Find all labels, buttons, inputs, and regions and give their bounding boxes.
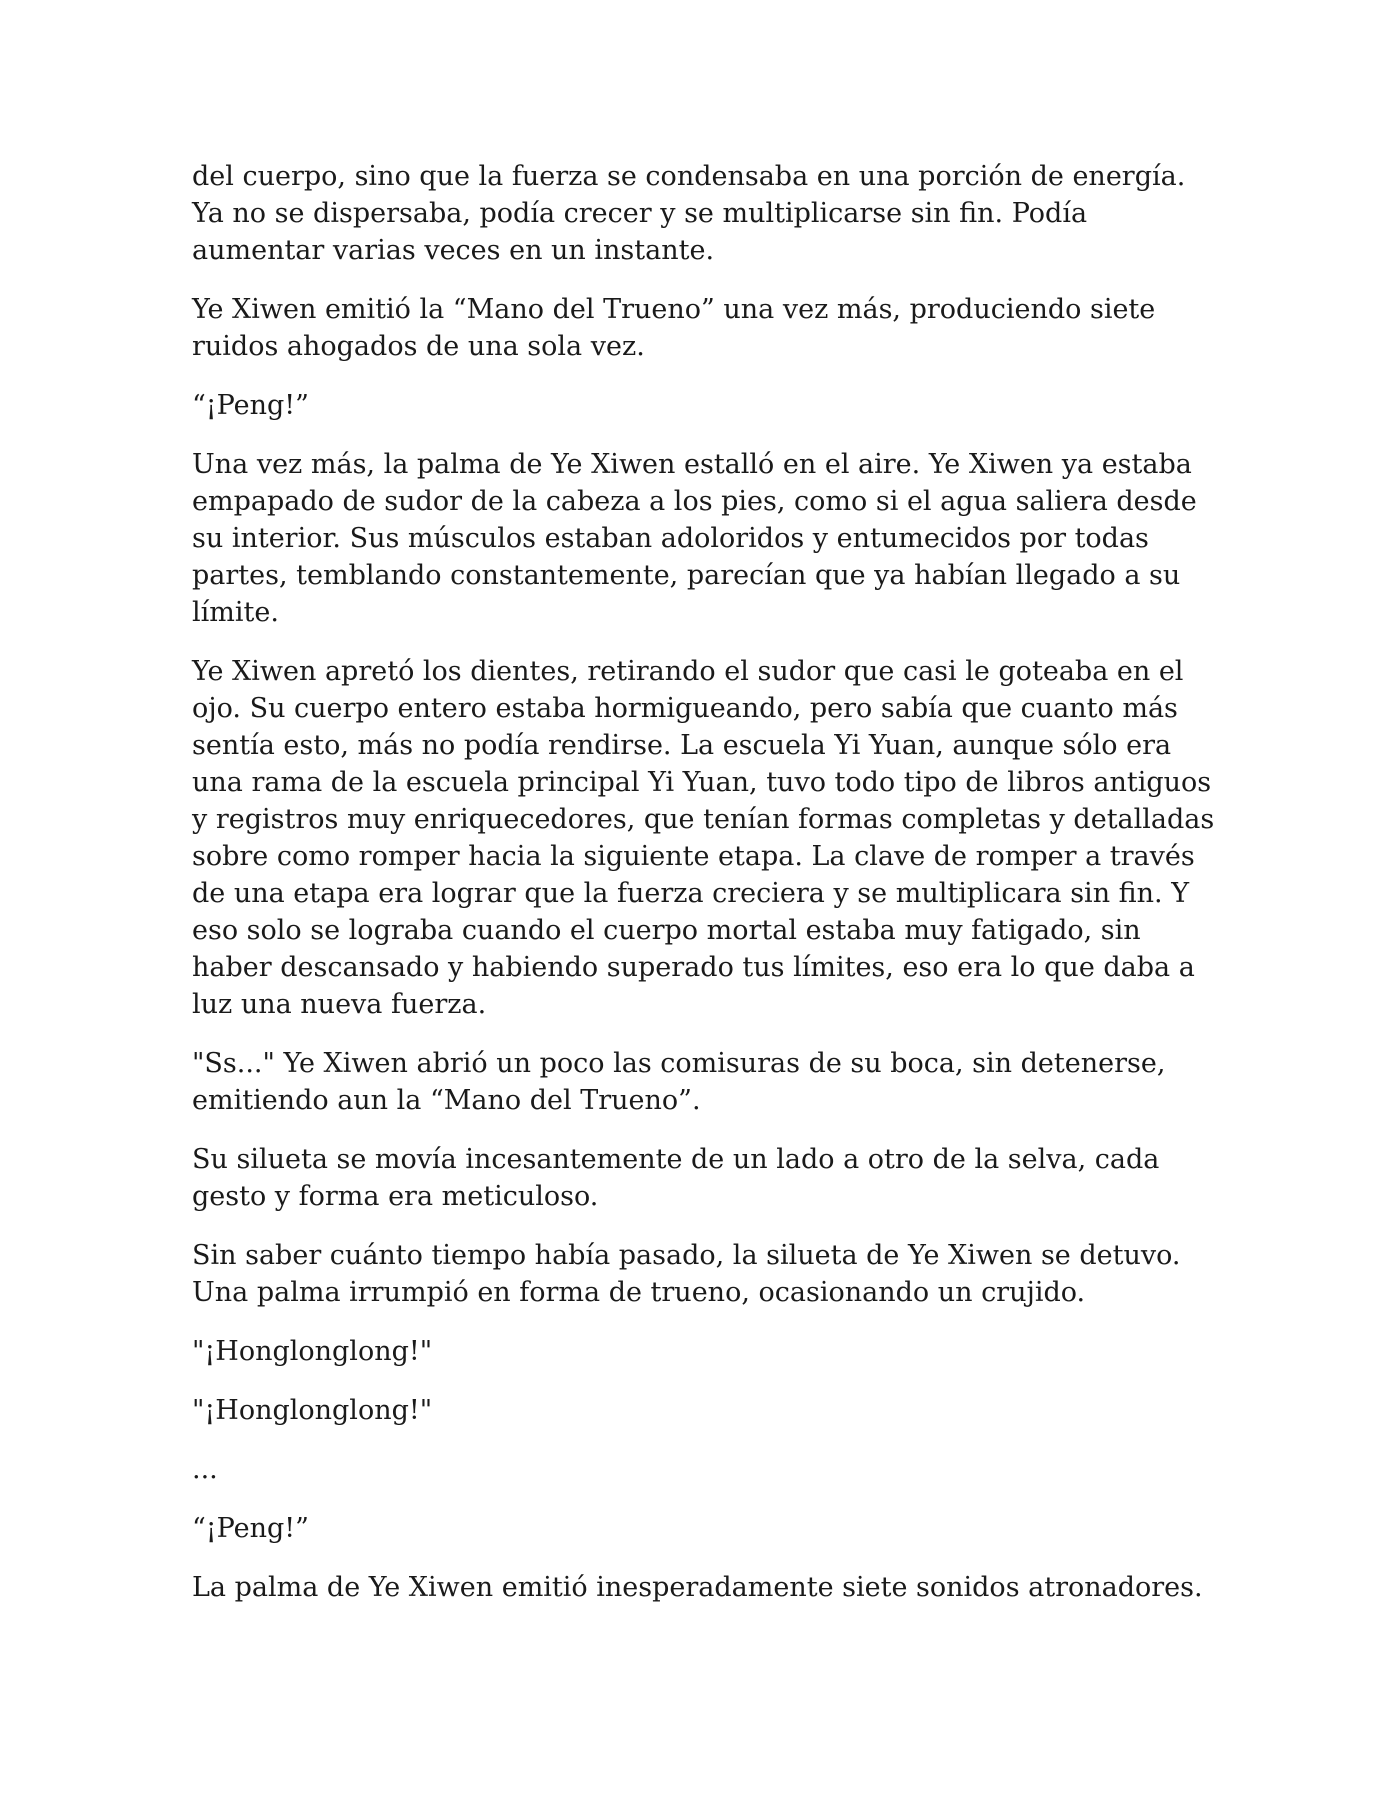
paragraph-9: "¡Honglonglong!": [192, 1336, 433, 1367]
paragraph-2: Ye Xiwen emitió la “Mano del Trueno” una vez más, produciendo siete ruidos ahogados de una sola vez.: [192, 294, 1156, 362]
paragraph-4: Una vez más, la palma de Ye Xiwen estalló en el aire. Ye Xiwen ya estaba empapado de sudor de la cabeza a los pies, como si el agua saliera desde su interior. Sus músculos estaban adoloridos y entumecidos por todas partes, temblando constantemente, parecían que ya habían llegado a su límite.: [192, 449, 1197, 628]
paragraph-3: “¡Peng!”: [192, 390, 309, 421]
paragraph-5: Ye Xiwen apretó los dientes, retirando el sudor que casi le goteaba en el ojo. Su cuerpo entero estaba hormigueando, pero sabía que cuanto más sentía esto, más no podía rendirse. La escuela Yi Yuan, aunque sólo era una rama de la escuela principal Yi Yuan, tuvo todo tipo de libros antiguos y registros muy enriquecedores, que tenían formas completas y detalladas sobre como romper hacia la siguiente etapa. La clave de romper a través de una etapa era lograr que la fuerza creciera y se multiplicara sin fin. Y eso solo se lograba cuando el cuerpo mortal estaba muy fatigado, sin haber descansado y habiendo superado tus límites, eso era lo que daba a luz una nueva fuerza.: [192, 656, 1215, 1020]
paragraph-6: "Ss..." Ye Xiwen abrió un poco las comisuras de su boca, sin detenerse, emitiendo aun la “Mano del Trueno”.: [192, 1048, 1166, 1116]
paragraph-10: "¡Honglonglong!": [192, 1395, 433, 1426]
paragraph-7: Su silueta se movía incesantemente de un lado a otro de la selva, cada gesto y forma era meticuloso.: [192, 1144, 1160, 1212]
paragraph-1: del cuerpo, sino que la fuerza se condensaba en una porción de energía. Ya no se dispersaba, podía crecer y se multiplicarse sin fin. Podía aumentar varias veces en un instante.: [192, 161, 1186, 266]
paragraph-8: Sin saber cuánto tiempo había pasado, la silueta de Ye Xiwen se detuvo. Una palma irrumpió en forma de trueno, ocasionando un crujido.: [192, 1240, 1181, 1308]
document-page: [192, 158, 1222, 1628]
paragraph-11: ...: [192, 1454, 218, 1485]
paragraph-13: La palma de Ye Xiwen emitió inesperadamente siete sonidos atronadores.: [192, 1572, 1203, 1603]
paragraph-12: “¡Peng!”: [192, 1513, 309, 1544]
